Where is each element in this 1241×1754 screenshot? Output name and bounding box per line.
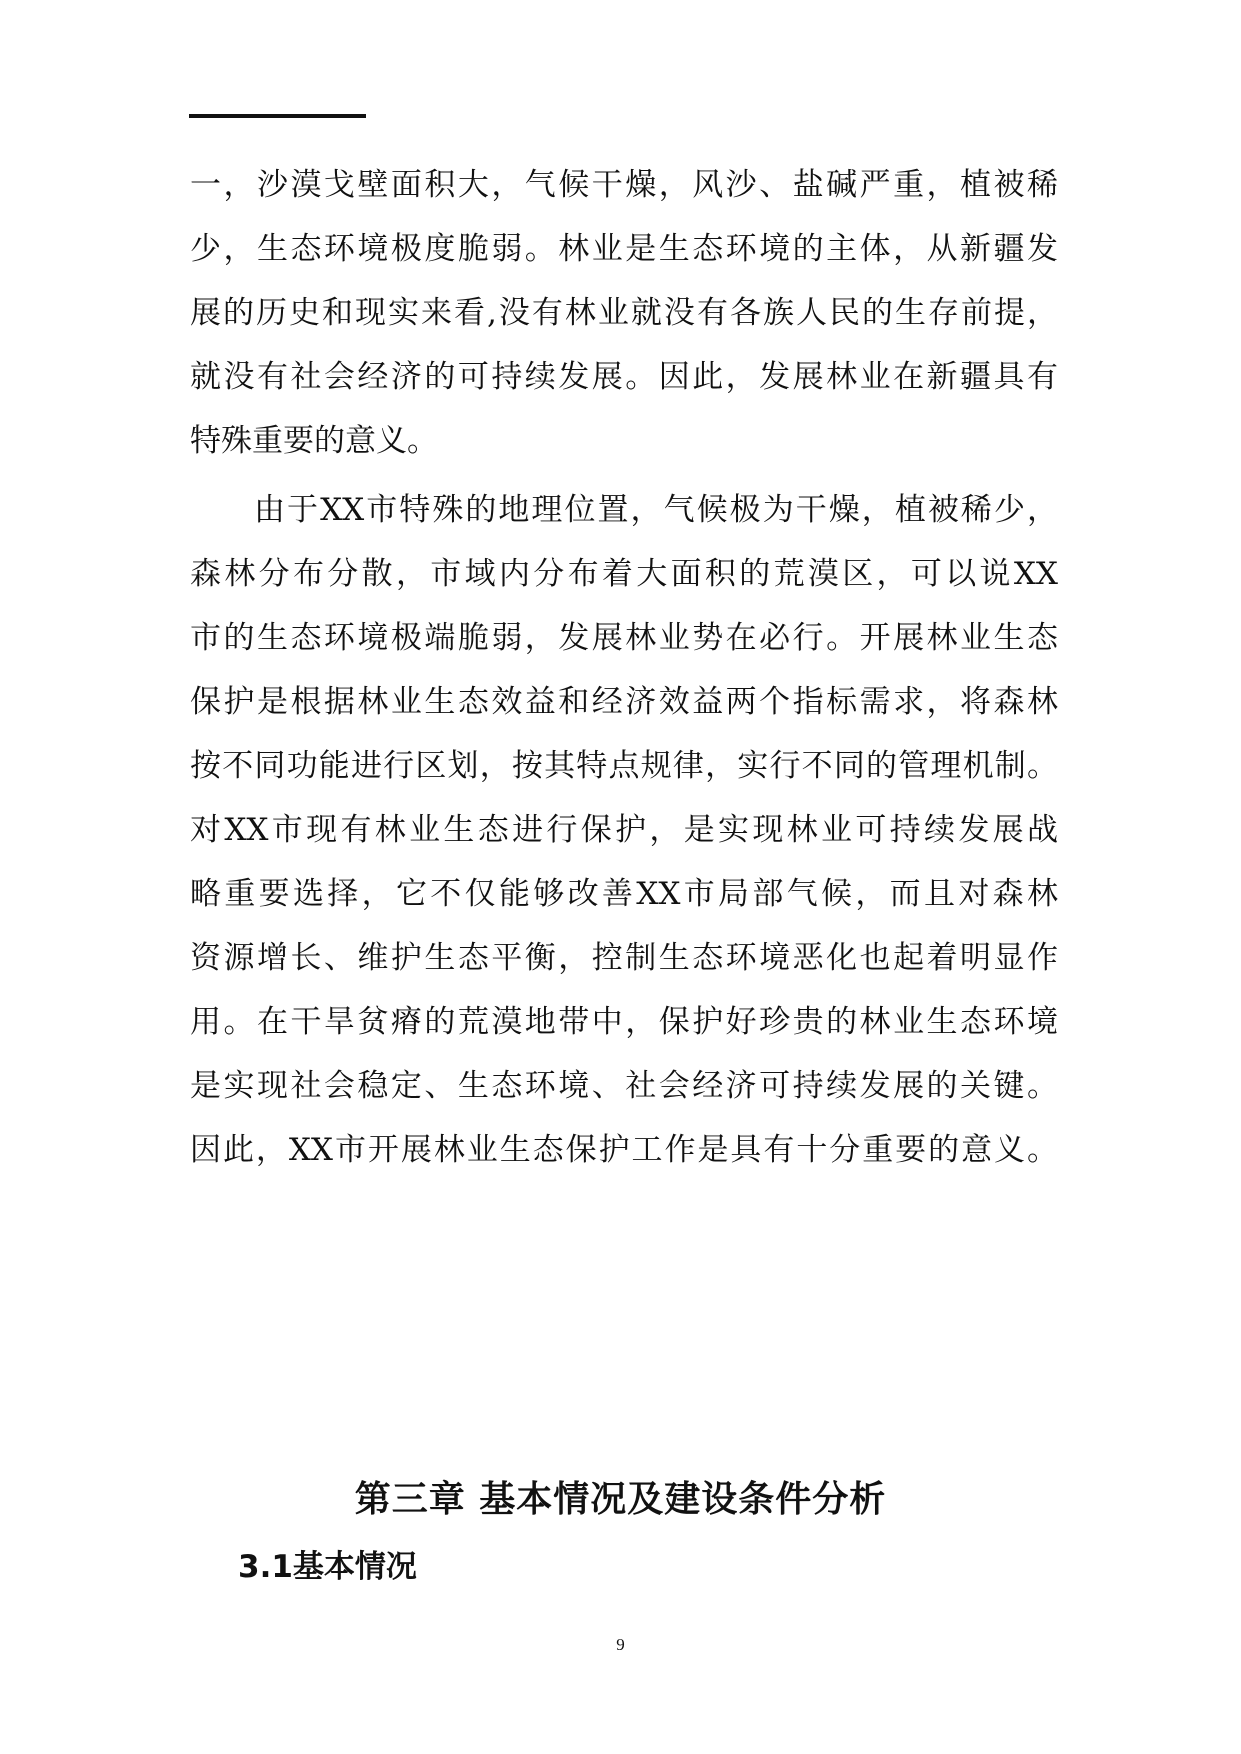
paragraph-2-line-5: 按不同功能进行区划，按其特点规律，实行不同的管理机制。 [190, 748, 1058, 784]
paragraph-2-line-11: 因此，XX市开展林业生态保护工作是具有十分重要的意义。 [190, 1132, 1058, 1168]
paragraph-1-line-1: 一，沙漠戈壁面积大，气候干燥，风沙、盐碱严重，植被稀 [190, 167, 1058, 203]
paragraph-2-line-1: 由于XX市特殊的地理位置，气候极为干燥，植被稀少， [254, 492, 1058, 528]
paragraph-1-line-3: 展的历史和现实来看,没有林业就没有各族人民的生存前提， [190, 295, 1058, 331]
paragraph-2-line-9: 用。在干旱贫瘠的荒漠地带中，保护好珍贵的林业生态环境 [190, 1004, 1058, 1040]
paragraph-1-line-5: 特殊重要的意义。 [190, 423, 438, 459]
top-rule [189, 114, 366, 118]
page-number: 9 [616, 1635, 625, 1654]
paragraph-2-line-6: 对XX市现有林业生态进行保护，是实现林业可持续发展战 [190, 812, 1058, 848]
section-title: 3.1基本情况 [238, 1549, 417, 1585]
chapter-title: 第三章 基本情况及建设条件分析 [354, 1479, 887, 1520]
paragraph-1-line-4: 就没有社会经济的可持续发展。因此，发展林业在新疆具有 [190, 359, 1058, 395]
paragraph-1-line-2: 少，生态环境极度脆弱。林业是生态环境的主体，从新疆发 [190, 231, 1058, 267]
paragraph-2-line-4: 保护是根据林业生态效益和经济效益两个指标需求，将森林 [190, 684, 1058, 720]
paragraph-2-line-8: 资源增长、维护生态平衡，控制生态环境恶化也起着明显作 [190, 940, 1058, 976]
paragraph-2-line-10: 是实现社会稳定、生态环境、社会经济可持续发展的关键。 [190, 1068, 1058, 1104]
paragraph-2-line-7: 略重要选择，它不仅能够改善XX市局部气候，而且对森林 [190, 876, 1058, 912]
paragraph-2-line-3: 市的生态环境极端脆弱，发展林业势在必行。开展林业生态 [190, 620, 1058, 656]
paragraph-2-line-2: 森林分布分散，市域内分布着大面积的荒漠区，可以说XX [190, 556, 1058, 592]
